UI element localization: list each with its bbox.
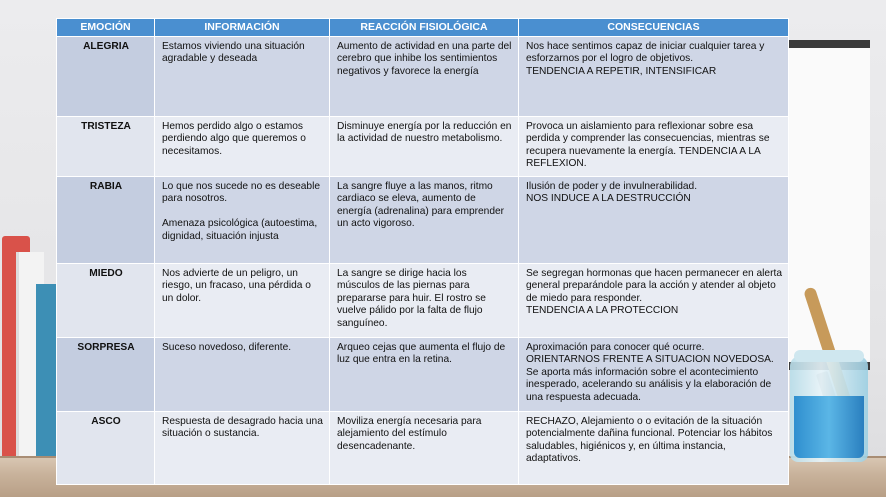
table-row <box>57 37 789 117</box>
header-emocion: EMOCIÓN <box>57 19 155 37</box>
table-row <box>57 117 789 177</box>
info-cell: Respuesta de desagrado hacia una situación o sustancia. <box>155 412 330 485</box>
table-row <box>57 177 789 264</box>
consequence-cell: Ilusión de poder y de invulnerabilidad. NOS INDUCE A LA DESTRUCCIÓN <box>519 177 789 264</box>
consequence-cell: Aproximación para conocer qué ocurre. ORIENTARNOS FRENTE A SITUACION NOVEDOSA. Se aporta más información sobre el acontecimiento inesperado, acelerando su análisis y la elaboración de una respuesta adecuada. <box>519 338 789 412</box>
reaction-cell: Disminuye energía por la reducción en la actividad de nuestro metabolismo. <box>330 117 519 177</box>
table-row <box>57 264 789 338</box>
emotion-cell: ASCO <box>57 412 155 485</box>
consequence-cell: RECHAZO, Alejamiento o o evitación de la situación potencialmente dañina funcional. Potenciar los hábitos saludables, higiénicos y, en última instancia, adaptativos. <box>519 412 789 485</box>
emotion-cell: SORPRESA <box>57 338 155 412</box>
emotion-cell: RABIA <box>57 177 155 264</box>
header-informacion: INFORMACIÓN <box>155 19 330 37</box>
frame-inner <box>788 48 870 362</box>
info-cell: Hemos perdido algo o estamos perdiendo algo que queremos o necesitamos. <box>155 117 330 177</box>
header-consecuencias: CONSECUENCIAS <box>519 19 789 37</box>
info-cell: Suceso novedoso, diferente. <box>155 338 330 412</box>
emotion-cell: TRISTEZA <box>57 117 155 177</box>
info-cell: Lo que nos sucede no es deseable para nosotros. Amenaza psicológica (autoestima, dignidad, situación injusta <box>155 177 330 264</box>
emotions-table <box>56 18 789 485</box>
reaction-cell: Arqueo cejas que aumenta el flujo de luz que entra en la retina. <box>330 338 519 412</box>
emotion-cell: ALEGRIA <box>57 37 155 117</box>
jar-rim <box>794 350 864 362</box>
emotion-cell: MIEDO <box>57 264 155 338</box>
consequence-cell: Nos hace sentimos capaz de iniciar cualquier tarea y esforzarnos por el logro de objetivos. TENDENCIA A REPETIR, INTENSIFICAR <box>519 37 789 117</box>
reaction-cell: Moviliza energía necesaria para alejamiento del estímulo desencadenante. <box>330 412 519 485</box>
book-blue <box>36 284 58 460</box>
reaction-cell: Aumento de actividad en una parte del cerebro que inhibe los sentimientos negativos y favorece la energía <box>330 37 519 117</box>
reaction-cell: La sangre fluye a las manos, ritmo cardiaco se eleva, aumento de energía (adrenalina) para emprender un acto vigoroso. <box>330 177 519 264</box>
header-row <box>57 19 789 37</box>
info-cell: Nos advierte de un peligro, un riesgo, un fracaso, una pérdida o un dolor. <box>155 264 330 338</box>
header-reaccion: REACCIÓN FISIOLÓGICA <box>330 19 519 37</box>
reaction-cell: La sangre se dirige hacia los músculos de las piernas para prepararse para huir. El rostro se vuelve pálido por la falta de flujo sanguíneo. <box>330 264 519 338</box>
table-row <box>57 412 789 485</box>
info-cell: Estamos viviendo una situación agradable y deseada <box>155 37 330 117</box>
consequence-cell: Provoca un aislamiento para reflexionar sobre esa perdida y comprender las consecuencias, mientras se recupera nuevamente la energía. TENDENCIA A LA REFLEXION. <box>519 117 789 177</box>
jar-water <box>794 396 864 458</box>
table-row <box>57 338 789 412</box>
consequence-cell: Se segregan hormonas que hacen permanecer en alerta general preparándole para la acción y atender al objeto de miedo para responder. TENDENCIA A LA PROTECCION <box>519 264 789 338</box>
